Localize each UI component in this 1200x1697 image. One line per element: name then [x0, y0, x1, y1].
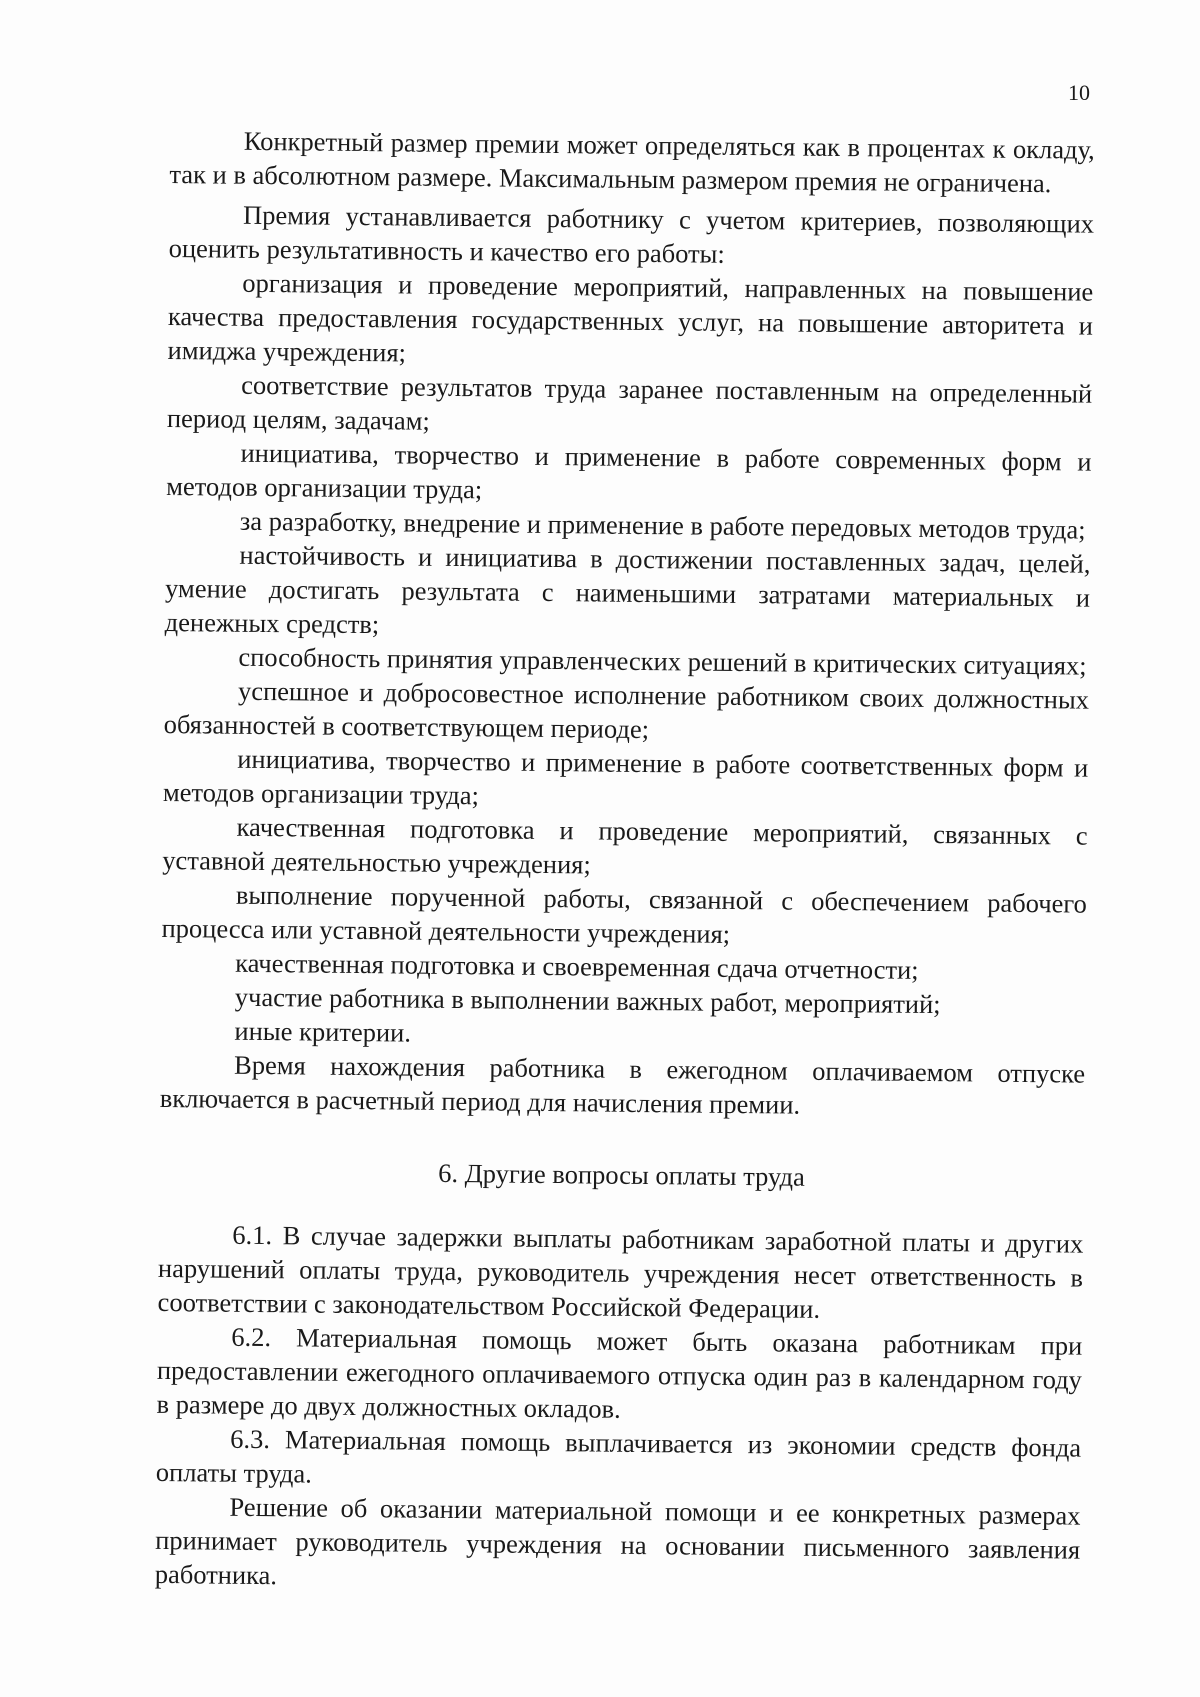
clause-6-2: 6.2. Материальная помощь может быть оказана работникам при предоставлении ежегодного оплачиваемого отпуска один раз в календарном году в размере до двух должностных окладов. [156, 1321, 1083, 1424]
criteria-item: организация и проведение мероприятий, направленных на повышение качества предоставления государственных услуг, на повышение авторитета и имиджа учреждения; [167, 267, 1094, 368]
criteria-item: соответствие результатов труда заранее поставленным на определенный период целям, задачам; [166, 369, 1093, 436]
section-heading: 6. Другие вопросы оплаты труда [438, 1157, 805, 1192]
criteria-item: иные критерии. [234, 1015, 412, 1048]
criteria-item: за разработку, внедрение и применение в работе передовых методов труда; [239, 505, 1086, 545]
criteria-item: выполнение порученной работы, связанной с обеспечением рабочего процесса или уставной деятельности учреждения; [161, 879, 1088, 949]
paragraph-vacation-period: Время нахождения работника в ежегодном оплачиваемом отпуске включается в расчетный период для начисления премии. [159, 1049, 1086, 1120]
page-number: 10 [1068, 80, 1090, 105]
paragraph-assistance-decision: Решение об оказании материальной помощи и ее конкретных размерах принимает руководитель учреждения на основании письменного заявления работника. [154, 1491, 1081, 1591]
paragraph-bonus-criteria-intro: Премия устанавливается работнику с учетом критериев, позволяющих оценить результативность и качество его работы: [168, 199, 1095, 269]
criteria-item: инициатива, творчество и применение в работе современных форм и методов организации труда; [166, 437, 1092, 505]
paragraph-bonus-size: Конкретный размер премии может определяться как в процентах к окладу, так и в абсолютном размере. Максимальным размером премия не ограничена. [169, 125, 1095, 199]
clause-6-3: 6.3. Материальная помощь выплачивается из экономии средств фонда оплаты труда. [155, 1423, 1082, 1489]
criteria-item: настойчивость и инициатива в достижении поставленных задач, целей, умение достигать результата с наименьшими затратами материальных и денежных средств; [164, 539, 1091, 640]
clause-6-1: 6.1. В случае задержки выплаты работникам заработной платы и других нарушений оплаты труда, руководитель учреждения несет ответственность в соответствии с законодательством Российской Федерации. [157, 1219, 1084, 1324]
criteria-item: способность принятия управленческих решений в критических ситуациях; [238, 641, 1087, 681]
document-body [155, 123, 1095, 1601]
criteria-item: успешное и добросовестное исполнение работником своих должностных обязанностей в соответствующем периоде; [163, 675, 1090, 745]
criteria-item: инициатива, творчество и применение в работе соответственных форм и методов организации труда; [162, 743, 1089, 811]
criteria-item: качественная подготовка и своевременная сдача отчетности; [235, 947, 919, 985]
criteria-item: качественная подготовка и проведение мероприятий, связанных с уставной деятельностью учреждения; [162, 811, 1088, 880]
criteria-item: участие работника в выполнении важных работ, мероприятий; [234, 981, 941, 1020]
